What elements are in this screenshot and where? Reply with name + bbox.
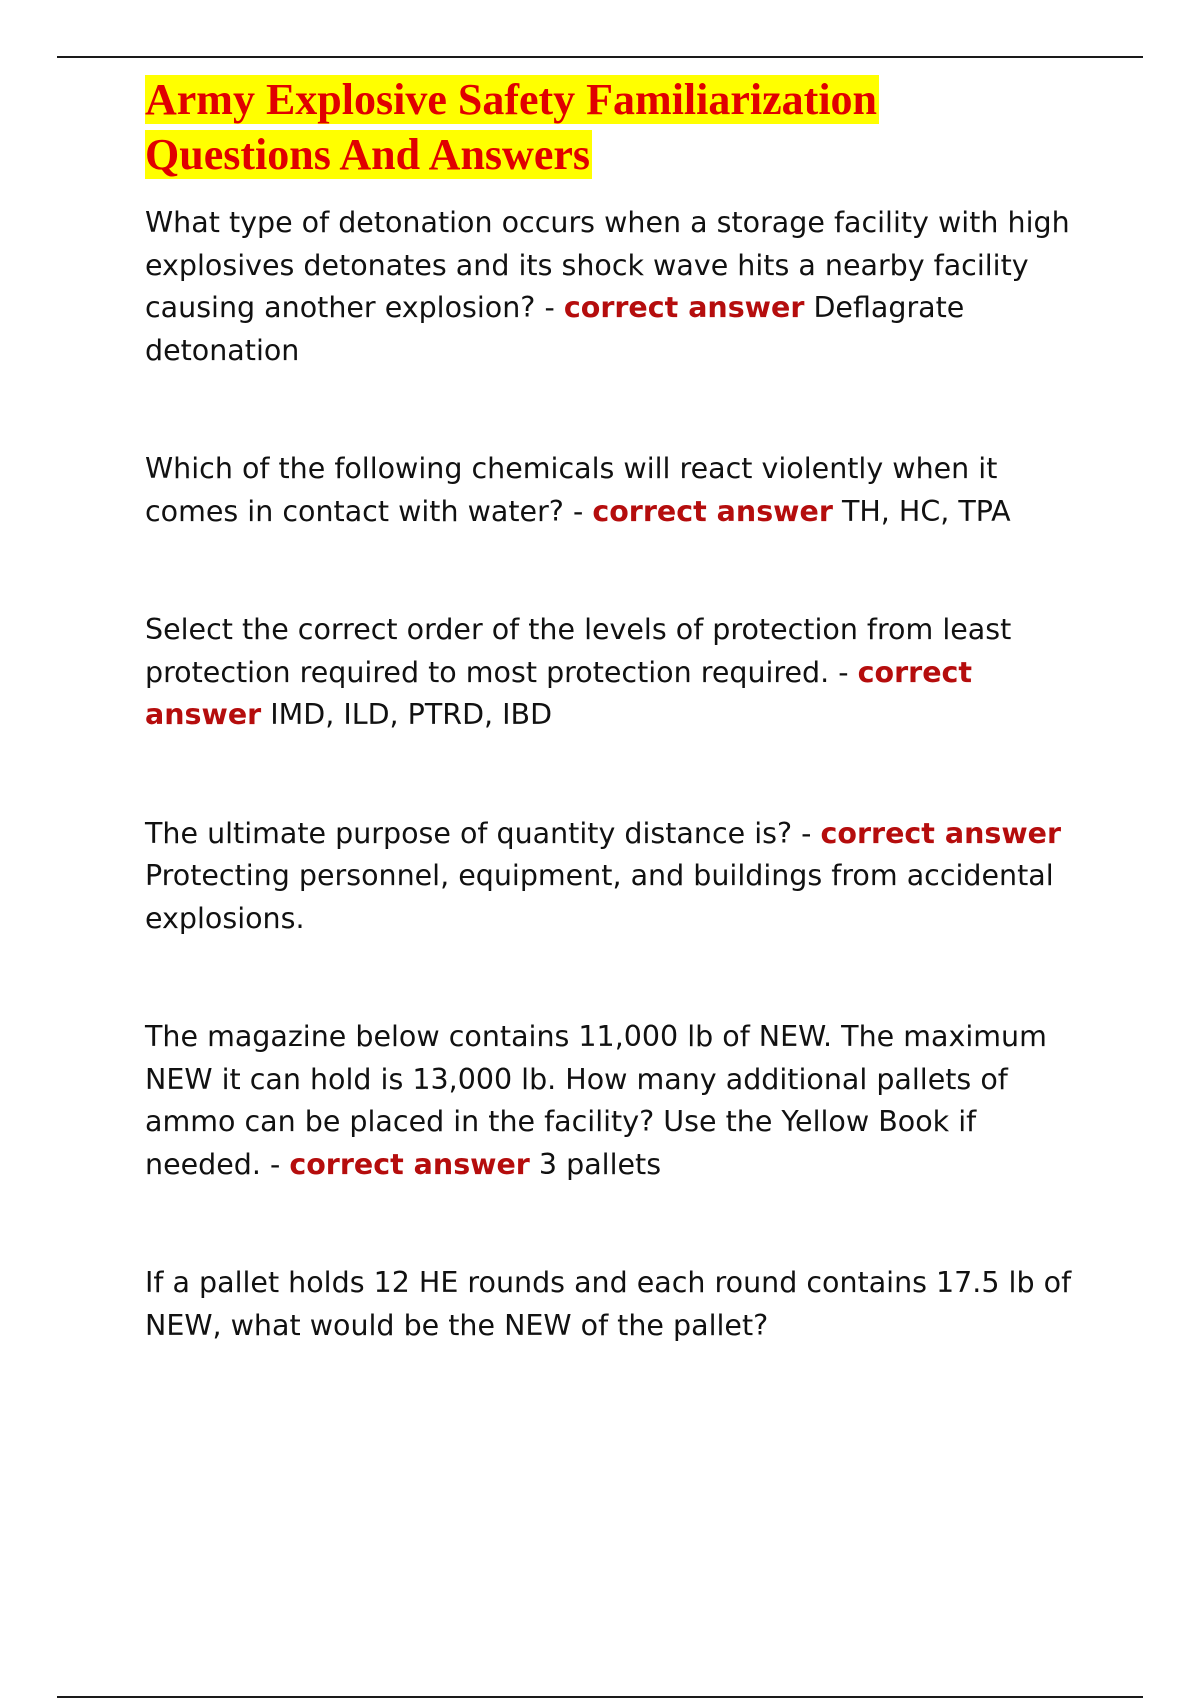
qa-item [145,448,1085,533]
qa-item [145,1016,1085,1186]
answer-text: Protecting personnel, equipment, and buildings from accidental explosions. [145,859,1054,935]
question-text: Which of the following chemicals will react violently when it comes in contact with water? - [145,452,998,528]
qa-item [145,813,1085,941]
question-text: What type of detonation occurs when a storage facility with high explosives detonates and its shock wave hits a nearby facility causing another explosion? - [145,206,1070,324]
answer-label: correct answer [145,655,973,731]
question-text: Select the correct order of the levels of protection from least protection required to most protection required. - [145,613,1012,689]
footer-rule [57,1696,1143,1698]
header-rule [57,56,1143,58]
answer-label: correct answer [592,494,833,528]
answer-label: correct answer [820,816,1062,850]
answer-text: Deflagrate detonation [145,291,965,367]
answer-label: correct answer [289,1147,530,1181]
answer-label: correct answer [563,291,805,324]
answer-text: IMD, ILD, PTRD, IBD [261,698,553,731]
qa-item [145,202,1085,372]
title-line-2: Questions And Answers [145,130,591,179]
title-line-1: Army Explosive Safety Familiarization [145,75,878,124]
answer-text: 3 pallets [529,1147,662,1181]
answer-text: TH, HC, TPA [832,494,1011,528]
question-text: The magazine below contains 11,000 lb of NEW. The maximum NEW it can hold is 13,000 lb. How many additional pallets of ammo can be placed in the facility? Use the Yellow Book if needed. - [145,1020,1047,1181]
page-title [145,72,1085,182]
document-body [145,72,1085,1347]
qa-item [145,609,1085,737]
qa-item [145,1262,1085,1347]
question-text: The ultimate purpose of quantity distance is? - [145,816,821,850]
question-text: If a pallet holds 12 HE rounds and each round contains 17.5 lb of NEW, what would be the NEW of the pallet? [145,1266,1072,1342]
